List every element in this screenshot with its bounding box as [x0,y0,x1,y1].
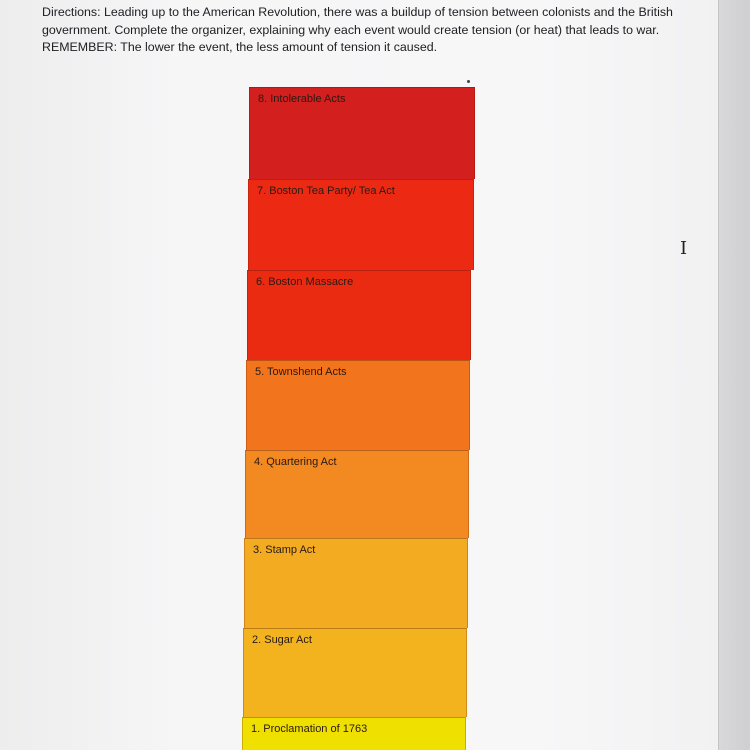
event-cell-7[interactable] [248,179,474,270]
event-label-5: 5. Townshend Acts [255,366,347,378]
event-label-2: 2. Sugar Act [252,634,312,646]
event-label-6: 6. Boston Massacre [256,276,354,288]
event-label-3: 3. Stamp Act [253,544,316,556]
event-cell-4[interactable] [245,450,469,538]
stray-mark [467,80,470,83]
event-label-4: 4. Quartering Act [254,456,337,468]
event-cell-3[interactable] [244,538,468,628]
event-cell-1[interactable] [242,717,466,750]
text-cursor-icon: I [680,238,688,259]
event-label-7: 7. Boston Tea Party/ Tea Act [257,185,395,197]
screen-bezel-edge [718,0,750,750]
event-cell-6[interactable] [247,270,471,360]
event-label-1: 1. Proclamation of 1763 [251,723,368,735]
event-cell-8[interactable] [249,87,475,179]
event-cell-5[interactable] [246,360,470,450]
event-label-8: 8. Intolerable Acts [258,93,346,105]
directions-text: Directions: Leading up to the American Revolution, there was a buildup of tension between colonists and the British government. Complete the organizer, explaining why each event would create tension (or heat) that leads to war. REMEMBER: The lower the event, the less amount of tension it caused. [42,5,673,54]
event-cell-2[interactable] [243,628,467,717]
